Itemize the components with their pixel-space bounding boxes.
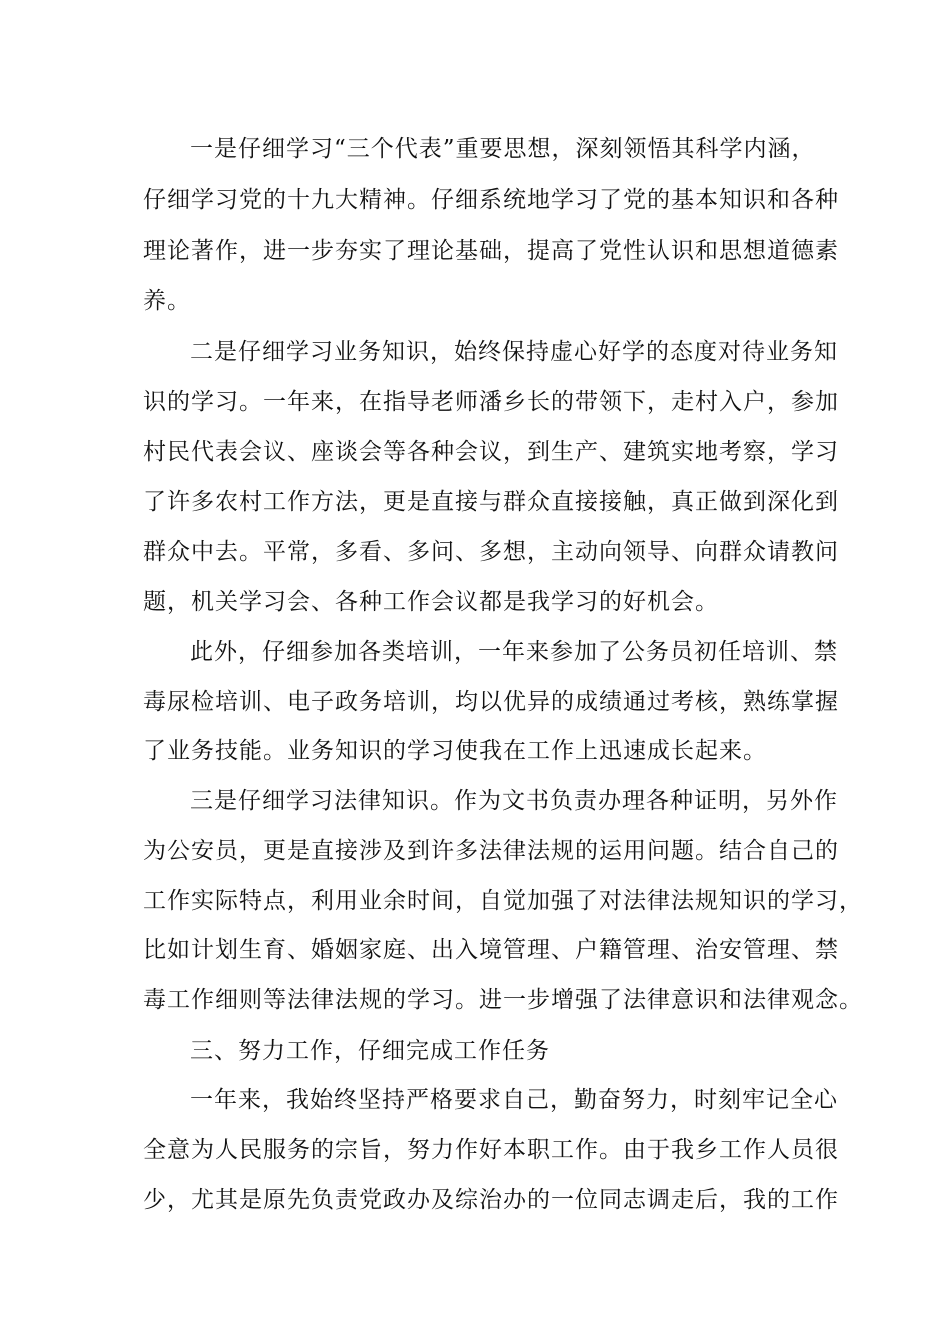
text-line: 养。	[143, 288, 191, 314]
text-line: 一是仔细学习“三个代表”重要思想，深刻领悟其科学内涵，	[190, 136, 816, 162]
text-line: 三是仔细学习法律知识。作为文书负责办理各种证明，另外作	[190, 788, 838, 814]
text-line: 理论著作，进一步夯实了理论基础，提高了党性认识和思想道德素	[143, 238, 839, 264]
text-line: 识的学习。一年来，在指导老师潘乡长的带领下，走村入户，参加	[143, 389, 839, 415]
section-heading: 三、努力工作，仔细完成工作任务	[190, 1038, 550, 1064]
text-line: 毒工作细则等法律法规的学习。进一步增强了法律意识和法律观念。	[143, 987, 863, 1013]
text-line: 群众中去。平常，多看、多问、多想，主动向领导、向群众请教问	[143, 539, 839, 565]
text-line: 题，机关学习会、各种工作会议都是我学习的好机会。	[143, 589, 719, 615]
text-line: 村民代表会议、座谈会等各种会议，到生产、建筑实地考察，学习	[143, 439, 839, 465]
text-line: 全意为人民服务的宗旨，努力作好本职工作。由于我乡工作人员很	[143, 1137, 839, 1163]
text-line: 此外，仔细参加各类培训，一年来参加了公务员初任培训、禁	[190, 639, 838, 665]
text-line: 仔细学习党的十九大精神。仔细系统地学习了党的基本知识和各种	[143, 187, 839, 213]
text-line: 少，尤其是原先负责党政办及综治办的一位同志调走后，我的工作	[143, 1187, 839, 1213]
text-line: 工作实际特点，利用业余时间，自觉加强了对法律法规知识的学习，	[143, 888, 863, 914]
text-line: 了业务技能。业务知识的学习使我在工作上迅速成长起来。	[143, 738, 767, 764]
text-line: 了许多农村工作方法，更是直接与群众直接接触，真正做到深化到	[143, 489, 839, 515]
text-line: 毒尿检培训、电子政务培训，均以优异的成绩通过考核，熟练掌握	[143, 689, 839, 715]
text-line: 比如计划生育、婚姻家庭、出入境管理、户籍管理、治安管理、禁	[143, 937, 839, 963]
text-line: 一年来，我始终坚持严格要求自己，勤奋努力，时刻牢记全心	[190, 1087, 838, 1113]
text-line: 为公安员，更是直接涉及到许多法律法规的运用问题。结合自己的	[143, 838, 839, 864]
text-line: 二是仔细学习业务知识，始终保持虚心好学的态度对待业务知	[190, 339, 838, 365]
